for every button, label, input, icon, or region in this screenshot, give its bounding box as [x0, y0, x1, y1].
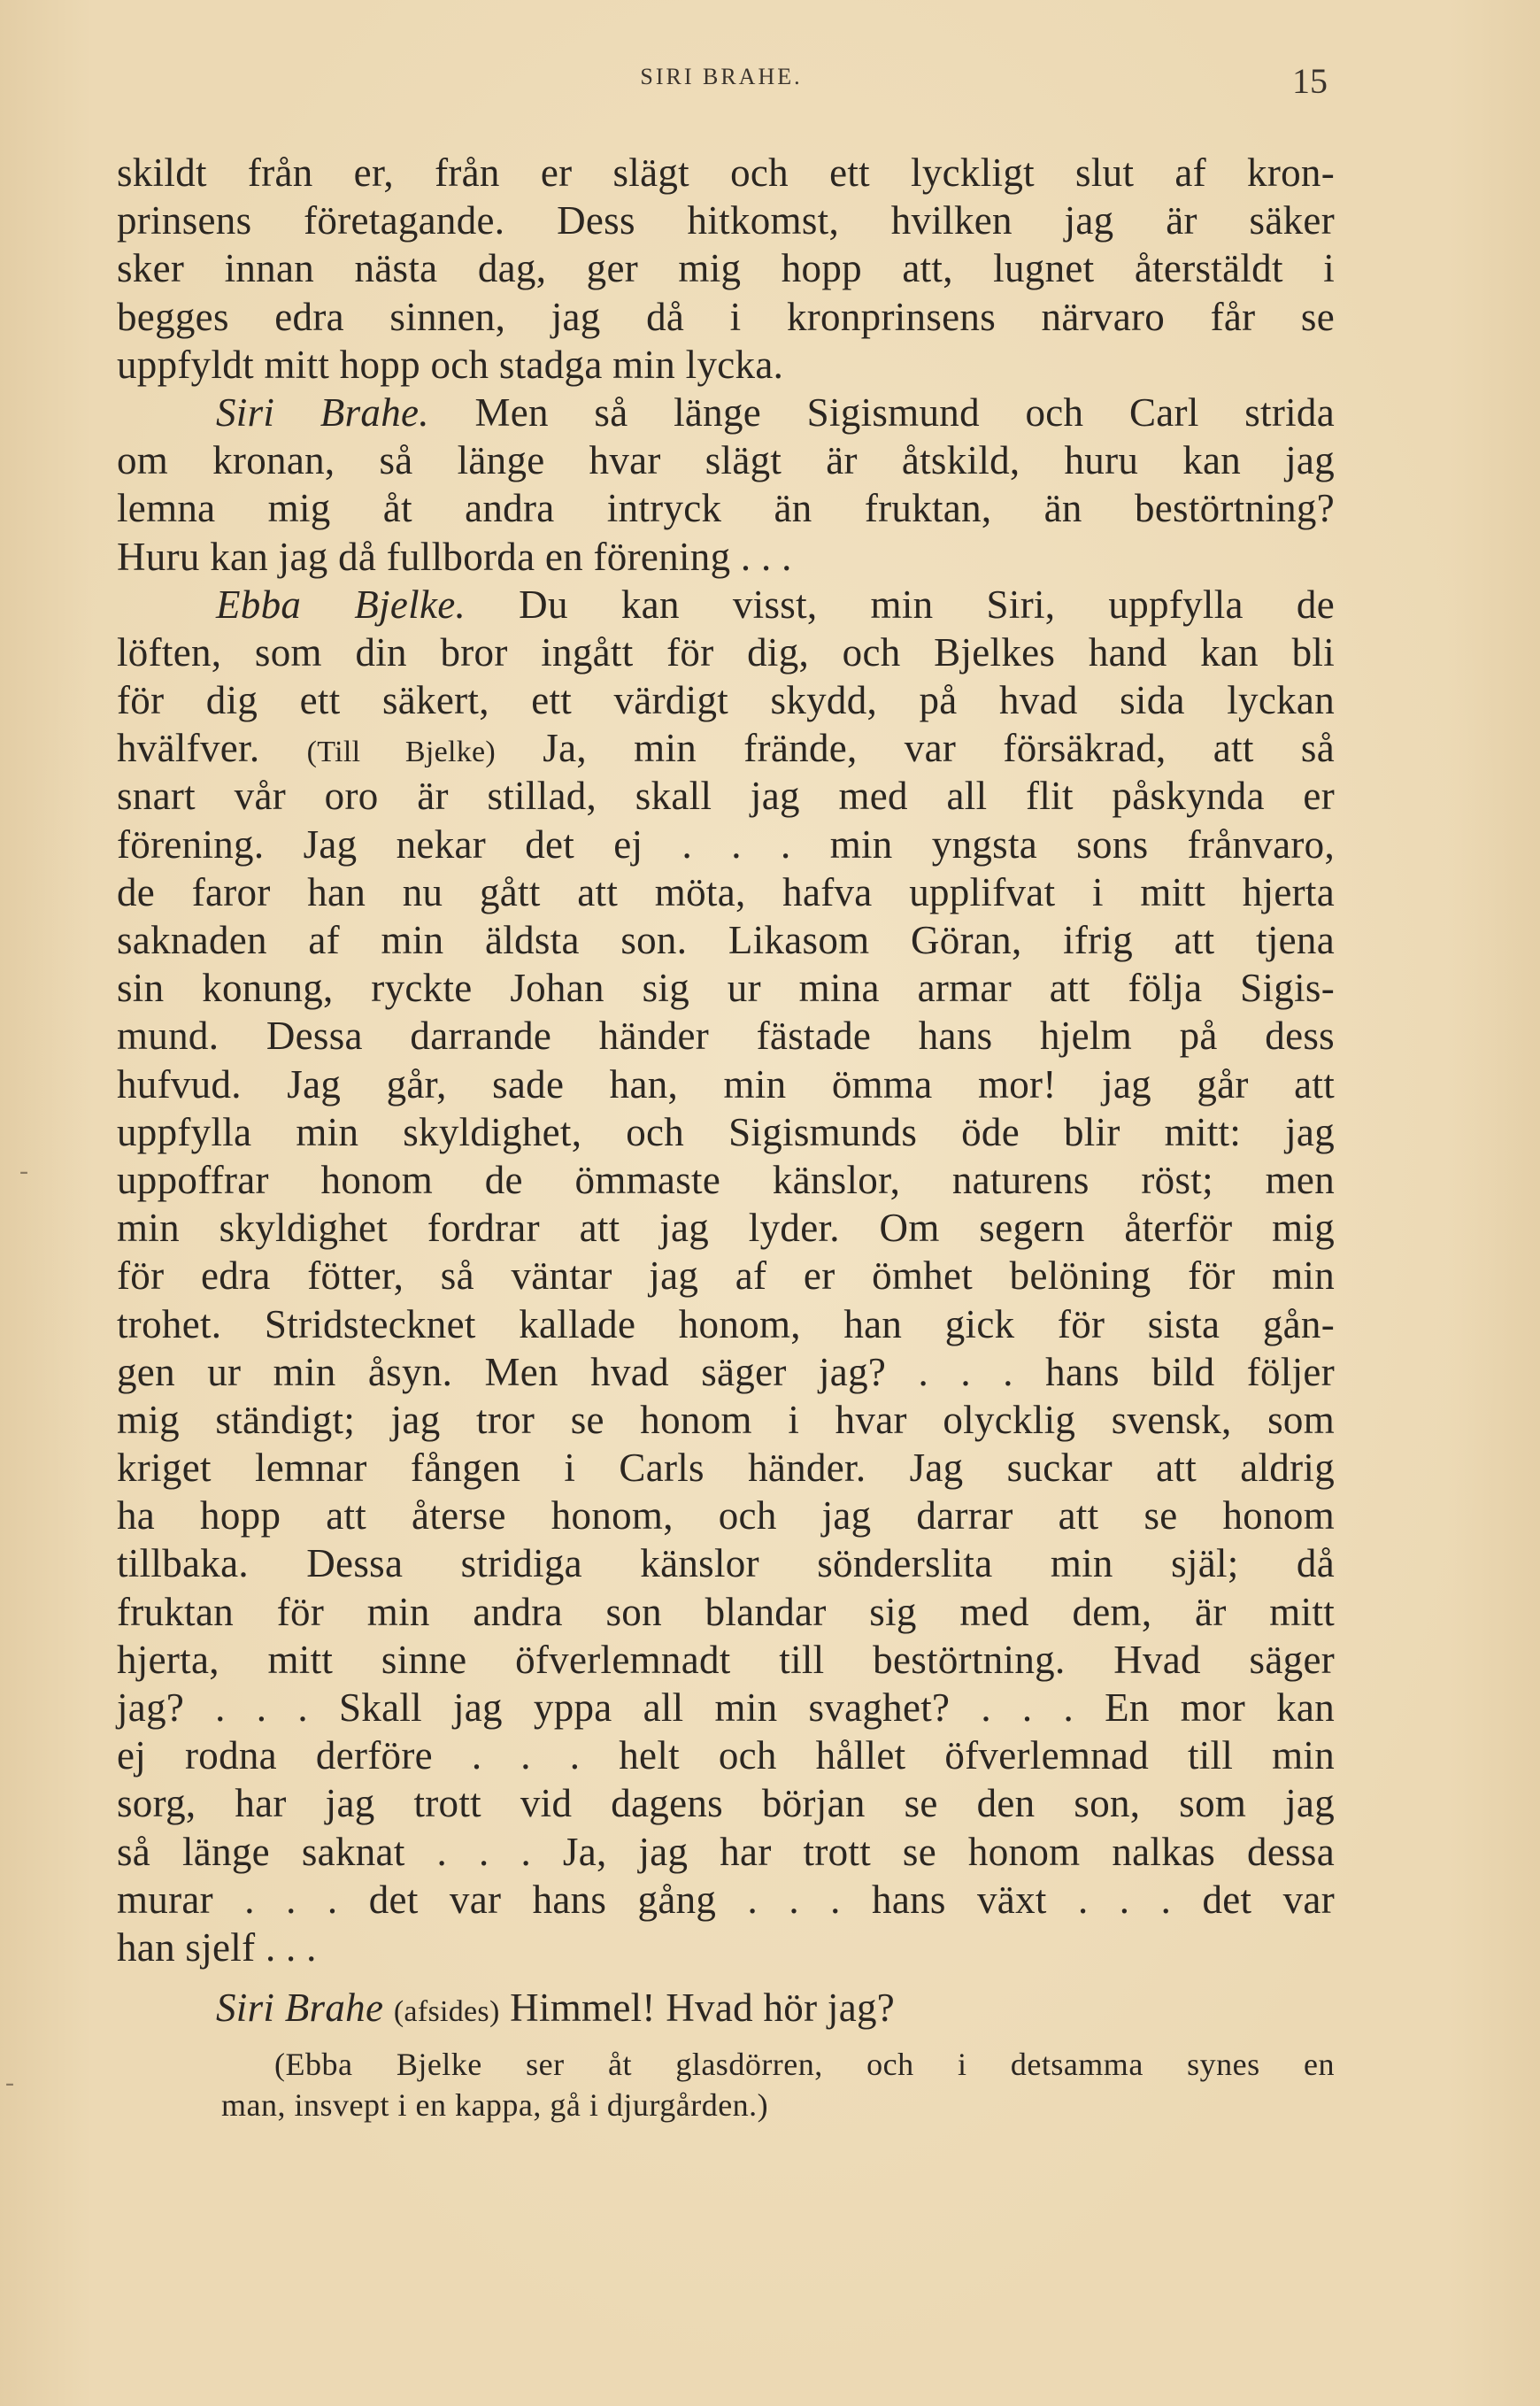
margin-dash-mark: -: [19, 1156, 28, 1185]
text-line: han sjelf . . .: [117, 1924, 317, 1970]
text-line: mund. Dessa darrande händer fästade hans hjelm på dess: [117, 1014, 1335, 1059]
text-line: ej rodna derföre . . . helt och hållet öfverlemnad till min: [117, 1733, 1335, 1778]
stage-direction-line: (Ebba Bjelke ser åt glasdörren, och i detsamma synes en: [274, 2047, 1335, 2083]
dialogue-line: [117, 581, 1335, 628]
text-line: för dig ett säkert, ett värdigt skydd, på hvad sida lyckan: [117, 678, 1335, 723]
dialogue-text: Men så länge Sigismund och Carl strida: [474, 389, 1335, 435]
dialogue-text: hvälfver.: [117, 726, 260, 771]
text-line: [117, 724, 1335, 772]
text-line: mig ständigt; jag tror se honom i hvar olycklig svensk, som: [117, 1397, 1335, 1442]
running-head: SIRI BRAHE.: [640, 64, 803, 89]
text-line: ha hopp att återse honom, och jag darrar att se honom: [117, 1493, 1335, 1538]
stage-direction-inline: (Till Bjelke): [306, 736, 497, 769]
text-line: uppoffrar honom de ömmaste känslor, naturens röst; men: [117, 1157, 1335, 1202]
text-line: min skyldighet fordrar att jag lyder. Om segern återför mig: [117, 1206, 1335, 1251]
text-line: sker innan nästa dag, ger mig hopp att, lugnet återstäldt i: [117, 246, 1335, 291]
dialogue-text: Du kan visst, min Siri, uppfylla de: [519, 582, 1335, 627]
margin-dash-mark: -: [5, 2068, 14, 2097]
text-line: sorg, har jag trott vid dagens början se den son, som jag: [117, 1781, 1335, 1826]
text-line: jag? . . . Skall jag yppa all min svaghet? . . . En mor kan: [117, 1685, 1335, 1730]
dialogue-text: Himmel! Hvad hör jag?: [510, 1986, 896, 2031]
dialogue-line: [117, 1984, 1335, 2032]
text-line: lemna mig åt andra intryck än fruktan, än bestörtning?: [117, 486, 1335, 531]
text-line: om kronan, så länge hvar slägt är åtskild, huru kan jag: [117, 438, 1335, 483]
stage-direction-line: man, insvept i en kappa, gå i djurgården.): [221, 2087, 769, 2124]
text-line: gen ur min åsyn. Men hvad säger jag? . . . hans bild följer: [117, 1349, 1335, 1394]
speaker-name: Ebba Bjelke.: [216, 582, 466, 627]
text-line: hjerta, mitt sinne öfverlemnadt till bestörtning. Hvad säger: [117, 1637, 1335, 1682]
stage-direction: [117, 2044, 1335, 2125]
body-text: [117, 149, 1335, 2125]
text-line: tillbaka. Dessa stridiga känslor sönderslita min själ; då: [117, 1541, 1335, 1586]
text-line: snart vår oro är stillad, skall jag med all flit påskynda er: [117, 774, 1335, 819]
text-line: löften, som din bror ingått för dig, och Bjelkes hand kan bli: [117, 629, 1335, 675]
text-line: sin konung, ryckte Johan sig ur mina armar att följa Sigis-: [117, 966, 1335, 1011]
text-line: för edra fötter, så väntar jag af er ömhet belöning för min: [117, 1253, 1335, 1299]
text-line: så länge saknat . . . Ja, jag har trott se honom nalkas dessa: [117, 1829, 1335, 1874]
text-line: kriget lemnar fången i Carls händer. Jag suckar att aldrig: [117, 1446, 1335, 1491]
dialogue-line: [117, 389, 1335, 436]
stage-direction-inline: (afsides): [393, 1995, 500, 2029]
text-line: förening. Jag nekar det ej . . . min yngsta sons frånvaro,: [117, 821, 1335, 867]
speaker-name: Siri Brahe: [216, 1986, 384, 2031]
text-line: Huru kan jag då fullborda en förening . . .: [117, 534, 792, 579]
page-header: [0, 60, 1540, 104]
speaker-name: Siri Brahe.: [216, 389, 429, 435]
text-line: prinsens företagande. Dess hitkomst, hvilken jag är säker: [117, 198, 1335, 243]
text-line: uppfyldt mitt hopp och stadga min lycka.: [117, 342, 784, 387]
text-line: trohet. Stridstecknet kallade honom, han gick för sista gån-: [117, 1301, 1335, 1346]
text-line: murar . . . det var hans gång . . . hans växt . . . det var: [117, 1877, 1335, 1922]
text-line: fruktan för min andra son blandar sig med dem, är mitt: [117, 1589, 1335, 1634]
dialogue-text: Ja, min frände, var försäkrad, att så: [543, 726, 1336, 771]
text-line: uppfylla min skyldighet, och Sigismunds öde blir mitt: jag: [117, 1109, 1335, 1154]
text-line: begges edra sinnen, jag då i kronprinsens närvaro får se: [117, 294, 1335, 339]
text-line: hufvud. Jag går, sade han, min ömma mor! jag går att: [117, 1061, 1335, 1107]
text-line: saknaden af min äldsta son. Likasom Göran, ifrig att tjena: [117, 918, 1335, 962]
text-line: de faror han nu gått att möta, hafva upplifvat i mitt hjerta: [117, 869, 1335, 914]
text-line: skildt från er, från er slägt och ett lyckligt slut af kron-: [117, 150, 1335, 195]
page-number: 15: [1292, 61, 1328, 101]
